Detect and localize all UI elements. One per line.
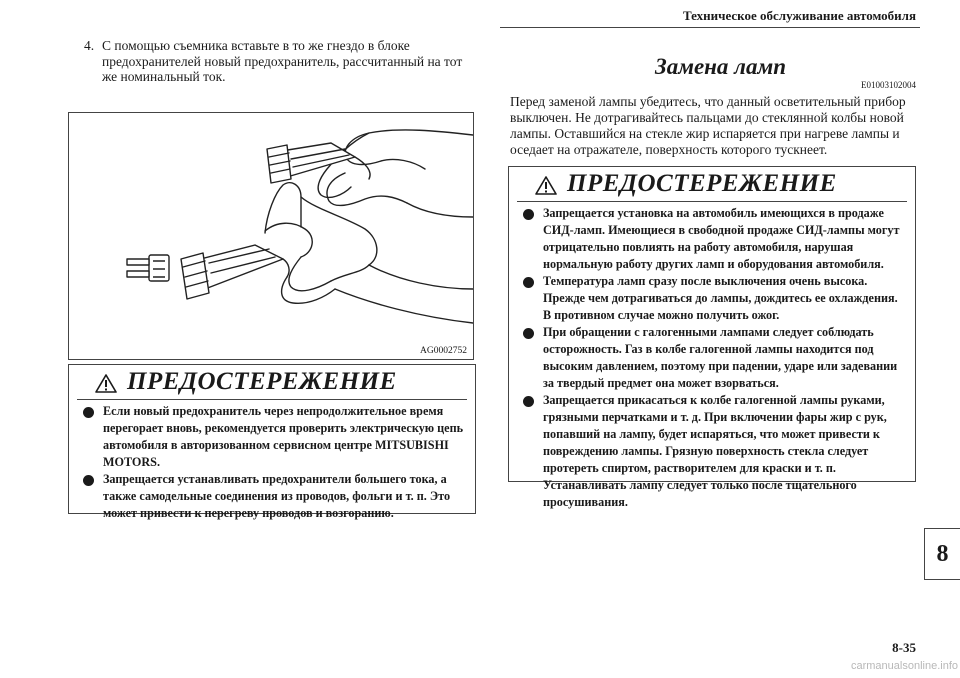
running-header: Техническое обслуживание автомобиля [682, 8, 916, 23]
warning-item [519, 205, 907, 273]
warning-item [519, 392, 907, 511]
bullet-icon [523, 209, 534, 220]
bullet-icon [523, 277, 534, 288]
fuse-shape [127, 255, 169, 281]
page-number: 8-35 [892, 640, 916, 655]
bullet-icon [523, 328, 534, 339]
warning-item-text: При обращении с галогенными лампами следует соблюдать осторожность. Газ в колбе галогенной лампы находится под высоким давлением, поэтому при падении, ударе или задевании за твердый предмет она может взорваться. [543, 325, 898, 390]
warning-triangle-icon [535, 176, 557, 195]
warning-item-text: Если новый предохранитель через непродолжительное время перегорает вновь, рекомендуется проверить электрическую цепь автомобиля в авторизованном сервисном центре MITSUBISHI MOTORS. [103, 404, 464, 469]
warning-item-text: Запрещается установка на автомобиль имеющихся в продаже СИД-ламп. Имеющиеся в свободной продаже СИД-лампы могут отрицательно повлиять на работу автомобиля, нарушая нормальную работу других ламп и оборудования автомобиля. [543, 206, 900, 271]
step-number: 4. [84, 38, 95, 53]
warning-list [519, 205, 907, 511]
bullet-icon [523, 396, 534, 407]
figure-code: AG0002752 [420, 346, 467, 356]
upper-hand-with-puller [267, 130, 473, 217]
section-title: Замена ламп [655, 54, 787, 79]
header-rule [500, 27, 920, 28]
warning-triangle-icon [95, 374, 117, 393]
warning-item [519, 324, 907, 392]
watermark: carmanualsonline.info [850, 660, 958, 672]
warning-title: ПРЕДОСТЕРЕЖЕНИЕ [127, 368, 397, 395]
warning-title: ПРЕДОСТЕРЕЖЕНИЕ [567, 170, 837, 197]
warning-item-text: Запрещается прикасаться к колбе галогенной лампы руками, грязными перчатками и т. д. При включении фары жир с рук, попавший на лампу, будет испаряться, что может привести к повреждению лампы. Грязную поверхность стекла следует протереть спиртом, растворителем для краски и т. п. Устанавливать лампу следует только после тщательного просушивания. [543, 393, 887, 509]
warning-header [77, 365, 467, 400]
warning-box-fuse [68, 364, 476, 520]
warning-header [517, 167, 907, 202]
warning-box-lamps [508, 166, 916, 509]
step-text: С помощью съемника вставьте в то же гнездо в блоке предохранителей новый предохранитель, рассчитанный на тот же номинальный ток. [102, 38, 463, 84]
warning-item [519, 273, 907, 324]
chapter-tab: 8 [924, 528, 960, 580]
bullet-icon [83, 407, 94, 418]
step-4 [66, 38, 476, 85]
section-intro: Перед заменой лампы убедитесь, что данный осветительный прибор выключен. Не дотрагивайтесь пальцами до стеклянной колбы новой лампы. Оставшийся на стекле жир испаряется при нагреве лампы и оседает на отражателе, поверхность которого тускнеет. [510, 94, 906, 157]
warning-item-text: Температура ламп сразу после выключения очень высока. Прежде чем дотрагиваться до лампы, дождитесь ее охлаждения. В противном случае можно получить ожог. [543, 274, 898, 322]
fuse-puller-drawing [69, 113, 473, 359]
fuse-puller-illustration [68, 112, 474, 360]
section-code: E01003102004 [861, 80, 916, 90]
warning-item-text: Запрещается устанавливать предохранители большего тока, а также самодельные соединения из проводов, фольги и т. п. Это может привести к перегреву проводов и возгоранию. [103, 472, 451, 520]
warning-list [79, 403, 467, 522]
warning-item [79, 403, 467, 471]
bullet-icon [83, 475, 94, 486]
lower-hand-with-puller [181, 183, 473, 323]
warning-item [79, 471, 467, 522]
